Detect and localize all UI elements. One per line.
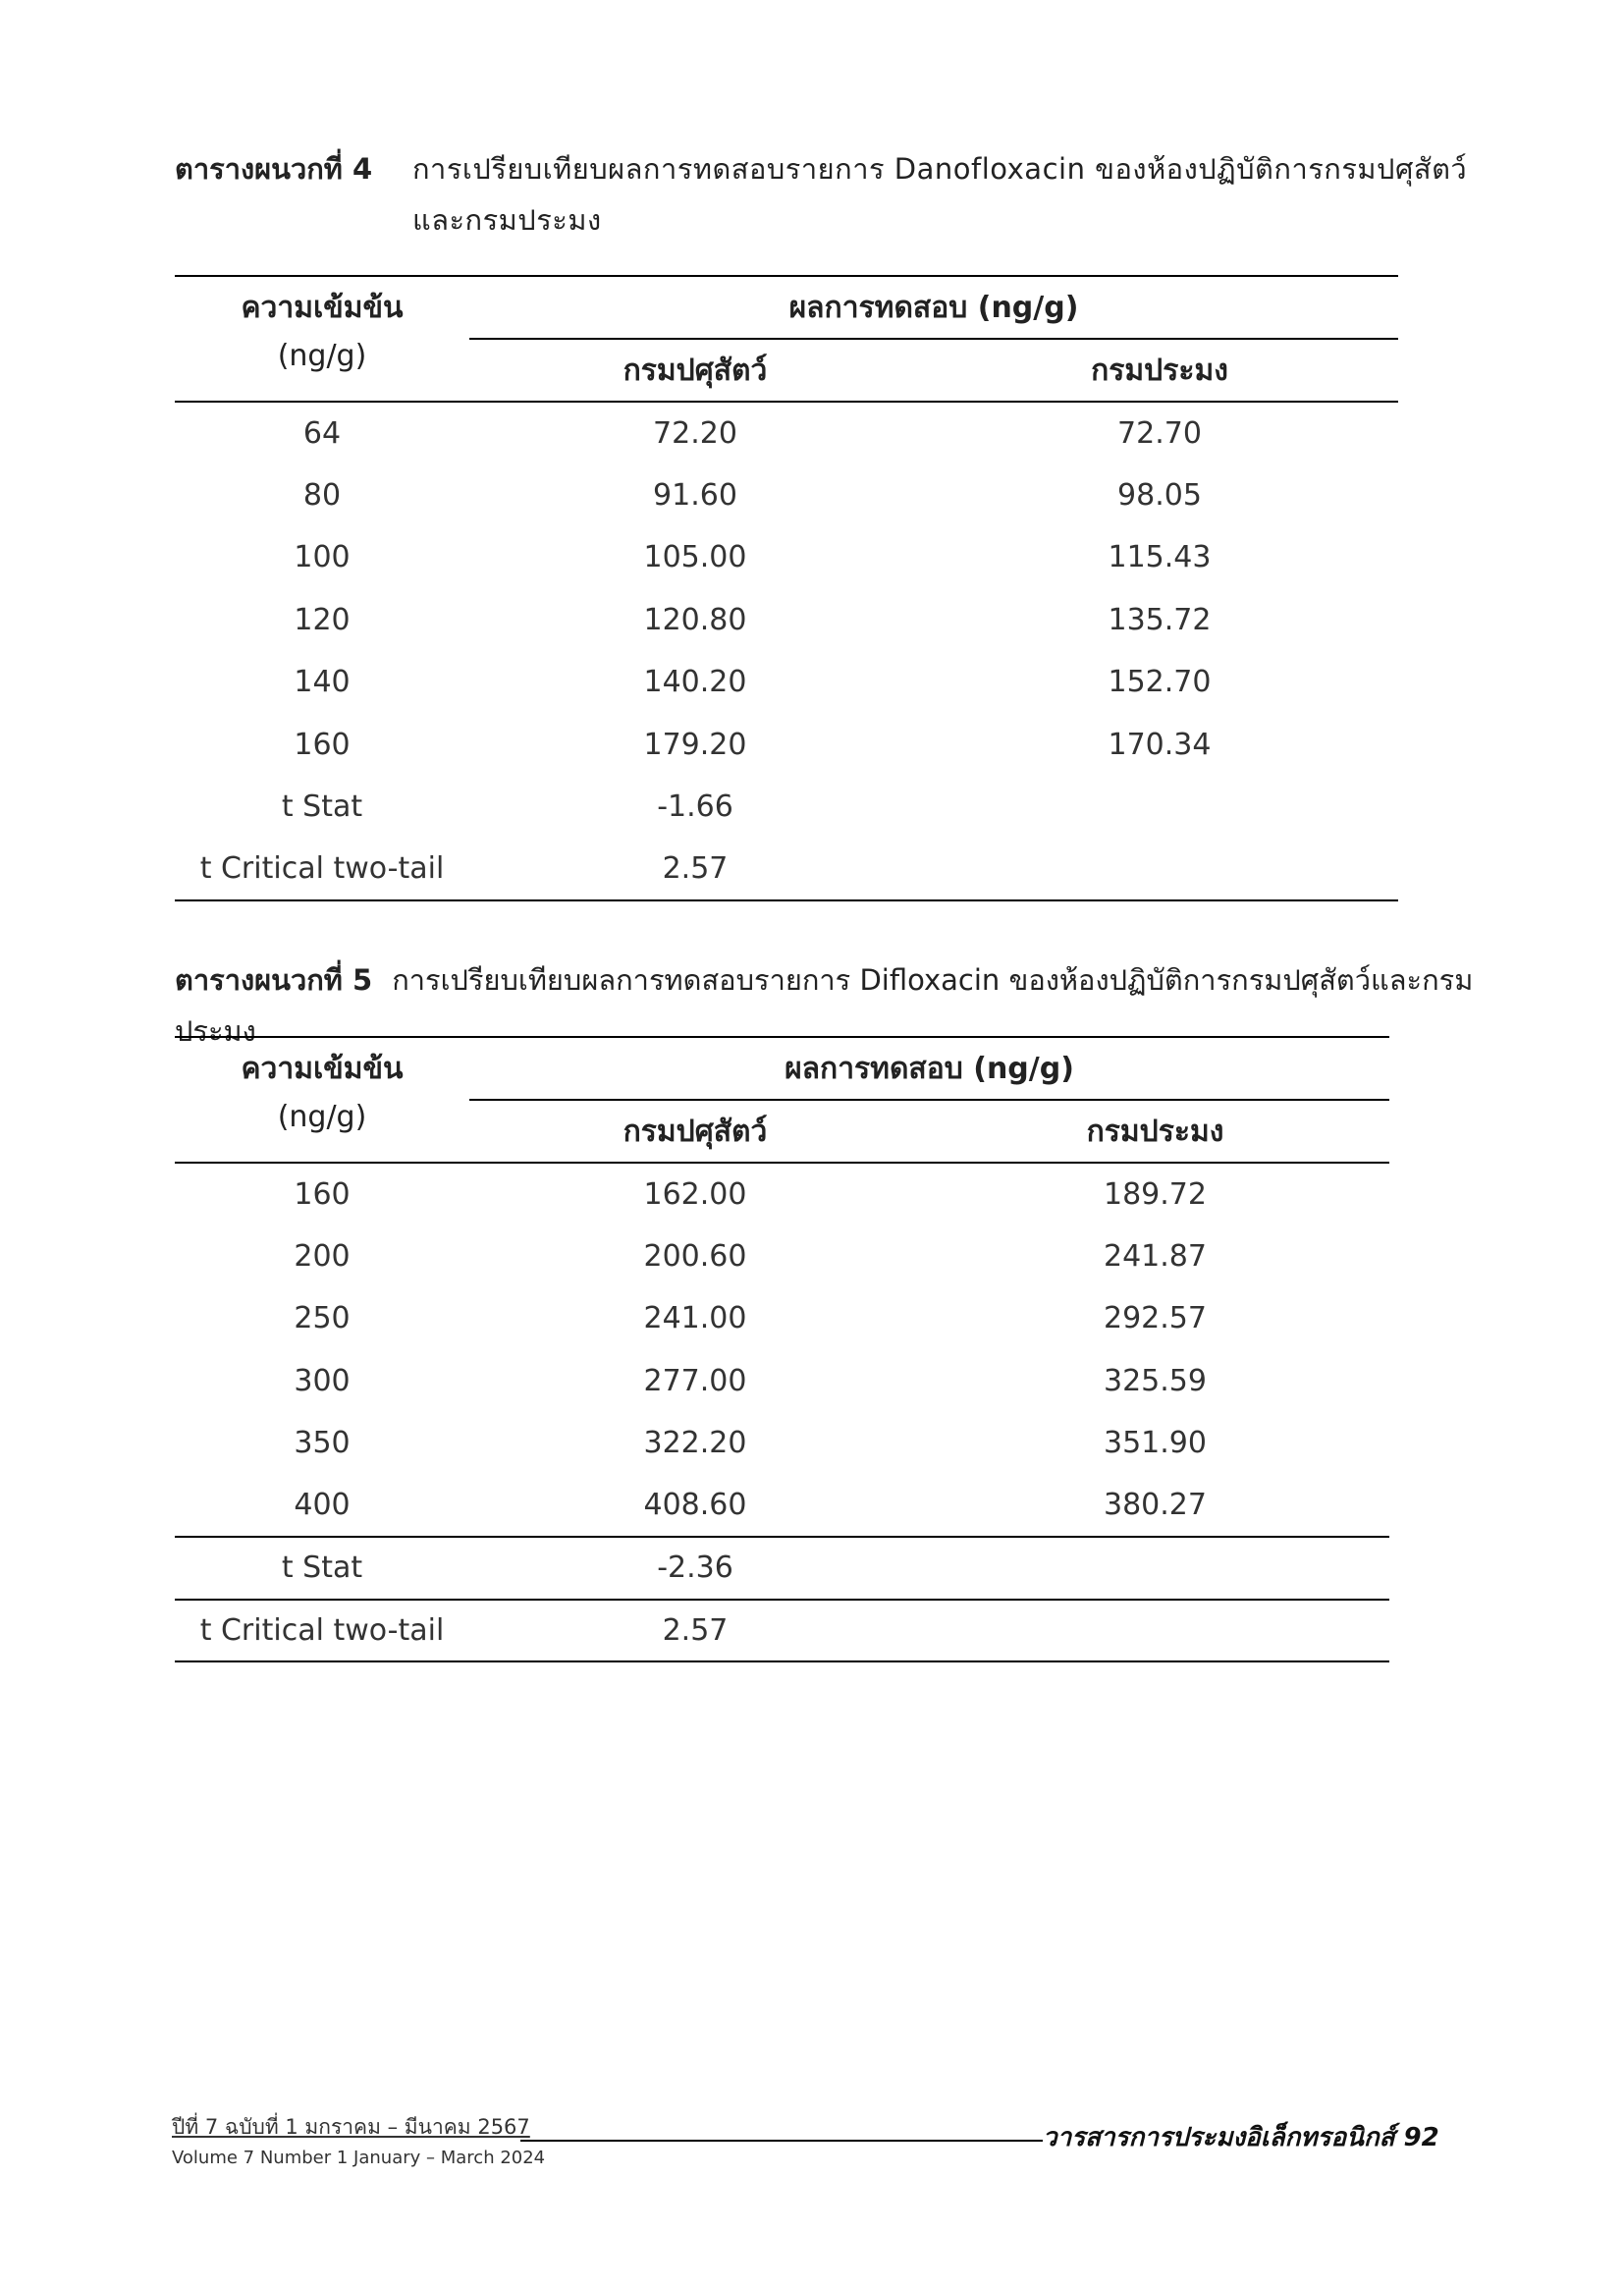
table5-cell-dld: 241.00 [643, 1301, 747, 1336]
table5-tstat-value: -2.36 [469, 1537, 921, 1600]
table-row [175, 1412, 1389, 1475]
table4-cell-dof: 170.34 [1108, 727, 1212, 762]
table5-cell-dof: 292.57 [1104, 1301, 1207, 1336]
table4-caption-text: การเปรียบเทียบผลการทดสอบรายการ Danofloxacin ของห้องปฏิบัติการกรมปศุสัตว์และกรมประมง [412, 152, 1468, 237]
table-row [175, 714, 1398, 777]
table5-label: ตารางผนวกที่ 5 [175, 963, 373, 997]
table4-tstat-row [175, 776, 1398, 839]
table4-cell-conc: 80 [302, 477, 342, 513]
table5-cell-dld: 322.20 [643, 1426, 747, 1461]
table5-caption-text: การเปรียบเทียบผลการทดสอบรายการ Difloxacin ของห้องปฏิบัติการกรมปศุสัตว์และกรมประมง [175, 963, 1474, 1048]
table5 [175, 1036, 1389, 1662]
table5-cell-dof: 189.72 [1104, 1176, 1207, 1212]
table4-cell-dof: 115.43 [1108, 540, 1212, 575]
table4 [175, 275, 1398, 901]
table-row [175, 1287, 1389, 1350]
table5-tcrit-label: t Critical two-tail [175, 1600, 469, 1662]
table4-tstat-label: t Stat [281, 789, 363, 825]
table5-cell-dof: 380.27 [921, 1475, 1389, 1538]
table4-cell-dld: 72.20 [653, 415, 737, 451]
table4-cell-dld: 140.20 [643, 665, 747, 700]
table-row [175, 589, 1398, 652]
table5-cell-conc: 160 [294, 1176, 351, 1212]
table5-cell-dof: 325.59 [1104, 1363, 1207, 1398]
table5-cell-conc: 350 [294, 1426, 351, 1461]
table5-tcrit-row [175, 1600, 1389, 1662]
table4-label: ตารางผนวกที่ 4 [175, 152, 373, 186]
table4-cell-dof: 135.72 [1108, 602, 1212, 637]
table5-cell-conc: 400 [175, 1475, 469, 1538]
footer-issue [172, 2112, 545, 2173]
table4-tcrit-value: 2.57 [469, 839, 921, 901]
table4-tcrit-row [175, 839, 1398, 901]
table5-header-concentration: ความเข้มข้น [175, 1037, 469, 1100]
table4-header-concentration: ความเข้มข้น [175, 276, 469, 339]
table4-cell-conc: 100 [294, 540, 351, 575]
table-row [175, 1225, 1389, 1288]
table-row [175, 651, 1398, 714]
table-row [175, 1475, 1389, 1538]
table5-cell-dld: 200.60 [643, 1238, 747, 1274]
table4-cell-conc: 160 [294, 727, 351, 762]
table4-cell-dof: 152.70 [1108, 665, 1212, 700]
table5-cell-conc: 300 [294, 1363, 351, 1398]
table4-tcrit-label: t Critical two-tail [175, 839, 469, 901]
table5-header-dld: กรมปศุสัตว์ [469, 1100, 921, 1163]
table5-cell-dld: 162.00 [643, 1176, 747, 1212]
footer-journal-page: วารสารการประมงอิเล็กทรอนิกส์ 92 [1043, 2123, 1439, 2152]
table5-tstat-row [175, 1537, 1389, 1600]
table4-cell-conc: 64 [302, 415, 342, 451]
footer-issue-en: Volume 7 Number 1 January – March 2024 [172, 2148, 546, 2168]
table-row [175, 1163, 1389, 1225]
table5-cell-conc: 200 [294, 1238, 351, 1274]
table5-cell-dof: 241.87 [1104, 1238, 1207, 1274]
table-row [175, 464, 1398, 527]
table5-tcrit-value: 2.57 [469, 1600, 921, 1662]
table4-cell-dof: 72.70 [1117, 415, 1202, 451]
table4-tstat-value: -1.66 [657, 789, 733, 825]
table4-cell-dld: 91.60 [653, 477, 737, 513]
table5-header-unit: (ng/g) [175, 1100, 469, 1163]
table4-cell-dld: 120.80 [643, 602, 747, 637]
table4-cell-dld: 105.00 [643, 540, 747, 575]
footer-issue-th: ปีที่ 7 ฉบับที่ 1 มกราคม – มีนาคม 2567 [172, 2115, 530, 2139]
table4-cell-conc: 120 [294, 602, 351, 637]
table5-cell-conc: 250 [294, 1301, 351, 1336]
table4-header-unit: (ng/g) [175, 339, 469, 402]
footer-rule [520, 2140, 1043, 2142]
table5-header-result: ผลการทดสอบ (ng/g) [469, 1037, 1389, 1100]
table5-cell-dld: 408.60 [469, 1475, 921, 1538]
table5-header-dof: กรมประมง [921, 1100, 1389, 1163]
table4-cell-dld: 179.20 [643, 727, 747, 762]
table5-tstat-label: t Stat [175, 1537, 469, 1600]
table4-cell-dof: 98.05 [1117, 477, 1202, 513]
table4-header-dld: กรมปศุสัตว์ [469, 339, 921, 402]
table4-header-dof: กรมประมง [921, 339, 1398, 402]
table-row [175, 402, 1398, 464]
table5-cell-dof: 351.90 [1104, 1426, 1207, 1461]
table-row [175, 526, 1398, 589]
table-row [175, 1350, 1389, 1413]
table4-header-result: ผลการทดสอบ (ng/g) [469, 276, 1398, 339]
table4-caption [175, 143, 1490, 245]
table4-cell-conc: 140 [294, 665, 351, 700]
table5-cell-dld: 277.00 [643, 1363, 747, 1398]
